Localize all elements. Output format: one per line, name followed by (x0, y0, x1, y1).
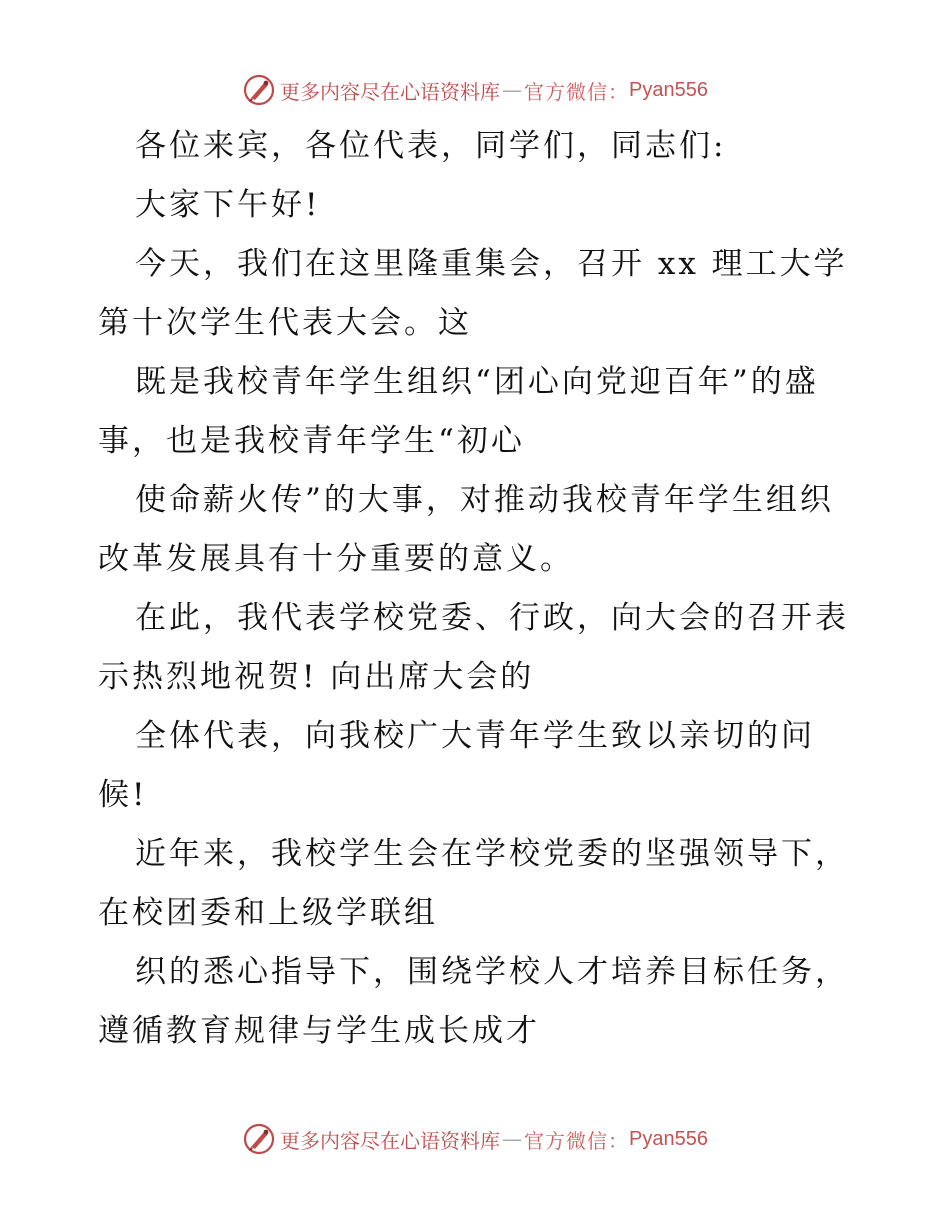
text-line: 在校团委和上级学联组 (98, 895, 438, 931)
footer-watermark (0, 1119, 950, 1159)
text-line: 事，也是我校青年学生“初心 (98, 423, 525, 459)
quill-pen-logo-icon (242, 73, 276, 107)
header-watermark (0, 70, 950, 110)
text-line: 今天，我们在这里隆重集会，召开 xx 理工大学 (135, 246, 848, 282)
document-body (98, 117, 858, 1061)
text-line: 各位来宾，各位代表，同学们，同志们: (135, 128, 727, 164)
text-line: 大家下午好! (135, 187, 321, 223)
watermark-dash: — (502, 78, 523, 102)
text-line: 织的悉心指导下，围绕学校人才培养目标任务， (135, 954, 849, 990)
quill-pen-logo-icon (242, 1122, 276, 1156)
text-line: 既是我校青年学生组织“团心向党迎百年”的盛 (135, 364, 819, 400)
text-line: 第十次学生代表大会。这 (98, 305, 472, 341)
text-line: 使命薪火传”的大事，对推动我校青年学生组织 (135, 482, 834, 518)
text-line: 示热烈地祝贺! 向出席大会的 (98, 659, 535, 695)
watermark-wechat-label: 官方微信： (524, 1128, 630, 1153)
text-line: 近年来，我校学生会在学校党委的坚强领导下， (135, 836, 849, 872)
watermark-wechat-id: Pyan556 (629, 1127, 708, 1150)
text-line: 在此，我代表学校党委、行政，向大会的召开表 (135, 600, 849, 636)
watermark-dash: — (502, 1127, 523, 1151)
text-line: 遵循教育规律与学生成长成才 (98, 1013, 540, 1049)
text-line: 候! (98, 777, 148, 813)
watermark-wechat-label: 官方微信： (524, 79, 630, 104)
watermark-wechat-id: Pyan556 (629, 78, 708, 101)
text-line: 改革发展具有十分重要的意义。 (98, 541, 574, 577)
text-line: 全体代表，向我校广大青年学生致以亲切的问 (135, 718, 815, 754)
watermark-site-text: 更多内容尽在心语资料库 (280, 79, 501, 104)
watermark-site-text: 更多内容尽在心语资料库 (280, 1128, 501, 1153)
